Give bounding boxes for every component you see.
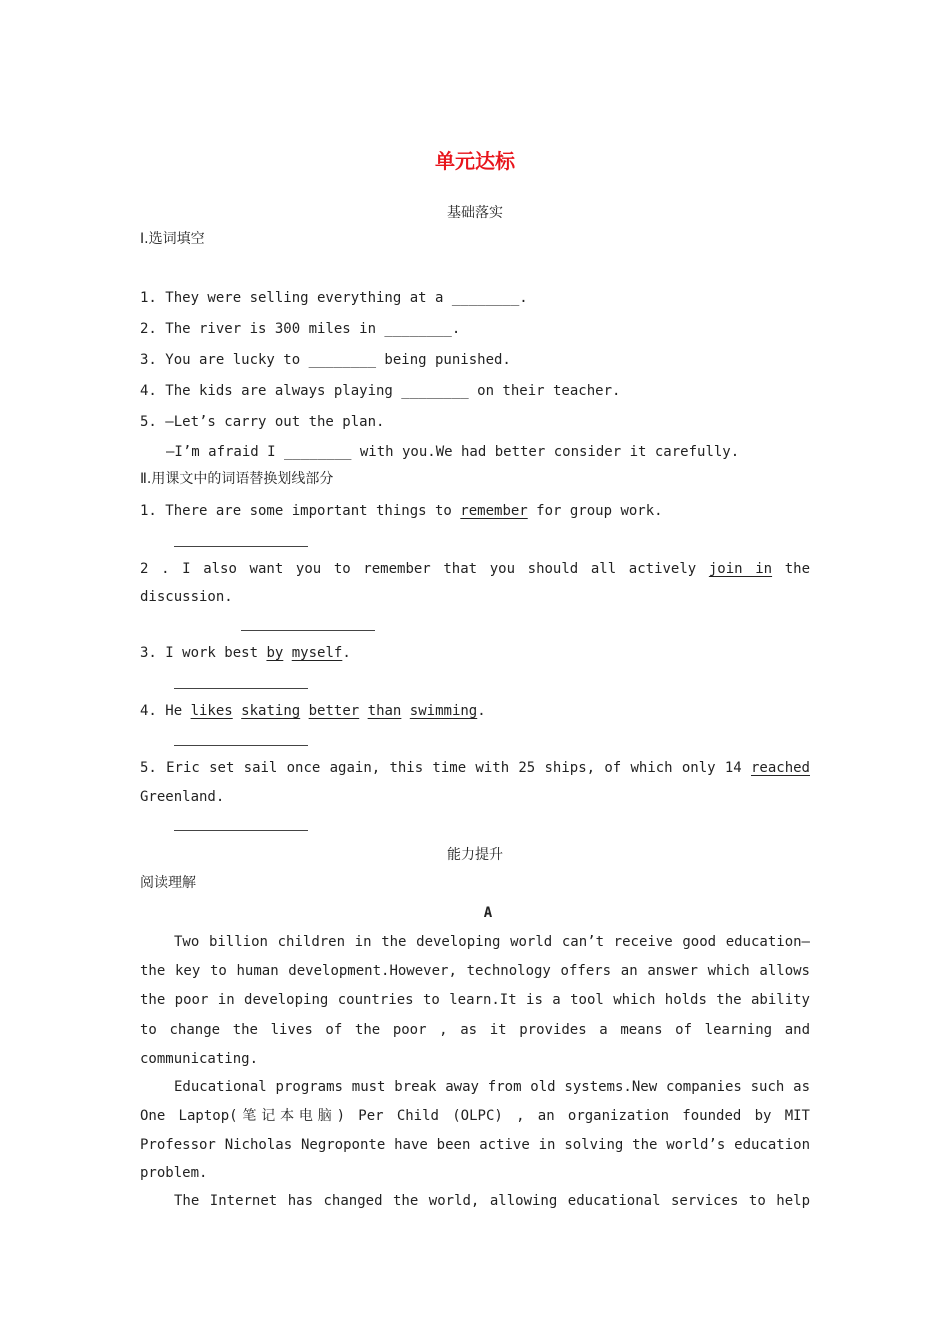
reading-heading: 阅读理解 bbox=[140, 875, 196, 891]
answer-line-1 bbox=[174, 546, 308, 547]
fill-item-2: 2. The river is 300 miles in ________. bbox=[140, 321, 461, 337]
page-title: 单元达标 bbox=[435, 149, 515, 173]
passage-p2-line4: problem. bbox=[140, 1165, 208, 1181]
section-heading-basics: 基础落实 bbox=[447, 205, 503, 221]
replace-item-5-line2: Greenland. bbox=[140, 789, 225, 805]
replace-item-2-line2: discussion. bbox=[140, 589, 233, 605]
answer-line-4 bbox=[174, 745, 308, 746]
passage-p1-line3: the poor in developing countries to learn.It is a tool which holds the ability bbox=[140, 992, 810, 1008]
answer-line-2 bbox=[241, 630, 375, 631]
replace-item-1: 1. There are some important things to remember for group work. bbox=[140, 503, 663, 519]
passage-p1-line1: Two billion children in the developing world can’t receive good education— bbox=[174, 934, 810, 950]
section-heading-ability: 能力提升 bbox=[447, 847, 503, 863]
replace-item-2-line1: 2 . I also want you to remember that you should all actively join in the bbox=[140, 561, 811, 577]
passage-p1-line2: the key to human development.However, technology offers an answer which allows bbox=[140, 963, 810, 979]
replace-item-3: 3. I work best by myself. bbox=[140, 645, 351, 661]
answer-line-3 bbox=[174, 688, 308, 689]
passage-p2-line3: Professor Nicholas Negroponte have been active in solving the world’s education bbox=[140, 1137, 810, 1153]
passage-label: A bbox=[483, 905, 493, 921]
fill-item-1: 1. They were selling everything at a ________. bbox=[140, 290, 528, 306]
passage-p1-line4: to change the lives of the poor , as it provides a means of learning and bbox=[140, 1022, 810, 1038]
passage-p3-line1: The Internet has changed the world, allowing educational services to help bbox=[174, 1193, 810, 1209]
answer-line-5 bbox=[174, 830, 308, 831]
replace-item-5-line1: 5. Eric set sail once again, this time with 25 ships, of which only 14 reached bbox=[140, 760, 810, 776]
passage-p1-line5: communicating. bbox=[140, 1051, 259, 1067]
fill-item-5: 5. —Let’s carry out the plan. bbox=[140, 414, 385, 430]
fill-item-4: 4. The kids are always playing ________ on their teacher. bbox=[140, 383, 621, 399]
part2-heading: Ⅱ.用课文中的词语替换划线部分 bbox=[140, 471, 334, 487]
replace-item-4: 4. He likes skating better than swimming. bbox=[140, 703, 486, 719]
part1-heading: Ⅰ.选词填空 bbox=[140, 231, 205, 247]
passage-p2-line2: One Laptop(笔记本电脑) Per Child (OLPC) , an organization founded by MIT bbox=[140, 1108, 810, 1124]
fill-item-3: 3. You are lucky to ________ being punished. bbox=[140, 352, 511, 368]
fill-item-5-reply: —I’m afraid I ________ with you.We had better consider it carefully. bbox=[166, 444, 740, 460]
passage-p2-line1: Educational programs must break away from old systems.New companies such as bbox=[174, 1079, 810, 1095]
